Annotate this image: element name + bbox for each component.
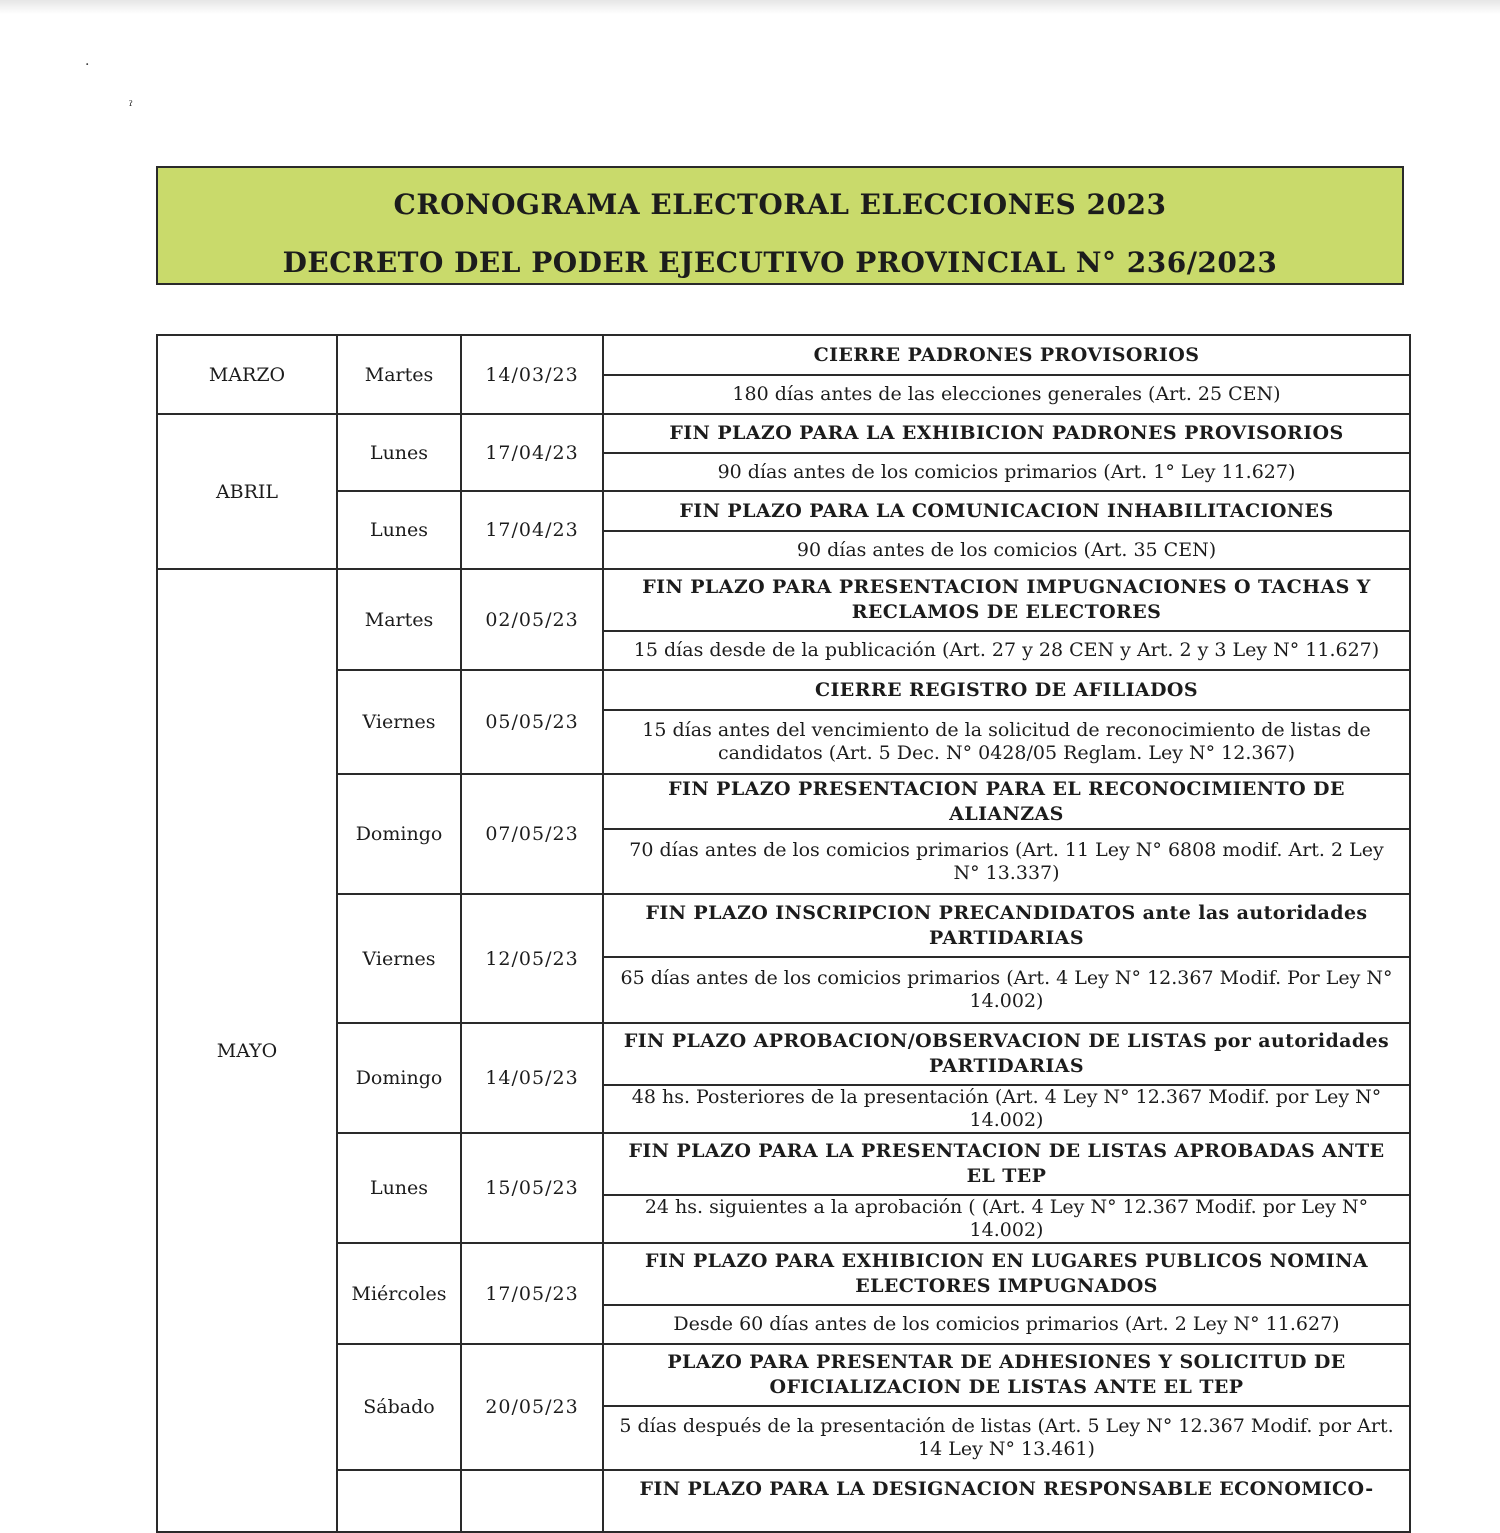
event-description: 90 días antes de los comicios (Art. 35 CEN) [603,531,1410,569]
table-row [157,335,1410,375]
event-title: PLAZO PARA PRESENTAR DE ADHESIONES Y SOLICITUD DE OFICIALIZACION DE LISTAS ANTE EL TEP [603,1344,1410,1406]
scan-speck: ˀ [129,99,133,115]
event-title: FIN PLAZO PARA LA PRESENTACION DE LISTAS APROBADAS ANTE EL TEP [603,1133,1410,1195]
day-cell: Lunes [337,491,461,569]
document-header [156,166,1404,285]
event-description: 70 días antes de los comicios primarios (Art. 11 Ley N° 6808 modif. Art. 2 Ley N° 13.337) [603,829,1410,894]
event-description: 65 días antes de los comicios primarios (Art. 4 Ley N° 12.367 Modif. Por Ley N° 14.002) [603,957,1410,1023]
day-cell: Lunes [337,1133,461,1243]
event-title: FIN PLAZO PARA EXHIBICION EN LUGARES PUBLICOS NOMINA ELECTORES IMPUGNADOS [603,1243,1410,1305]
date-cell: 15/05/23 [461,1133,603,1243]
date-cell: 20/05/23 [461,1344,603,1470]
date-cell [461,1470,603,1532]
day-cell: Miércoles [337,1243,461,1344]
event-title: FIN PLAZO PARA LA COMUNICACION INHABILITACIONES [603,491,1410,531]
date-cell: 17/05/23 [461,1243,603,1344]
date-cell: 17/04/23 [461,414,603,491]
day-cell: Viernes [337,670,461,774]
event-title: FIN PLAZO PRESENTACION PARA EL RECONOCIMIENTO DE ALIANZAS [603,774,1410,829]
event-description: 48 hs. Posteriores de la presentación (Art. 4 Ley N° 12.367 Modif. por Ley N° 14.002) [603,1085,1410,1133]
date-cell: 02/05/23 [461,569,603,670]
date-cell: 17/04/23 [461,491,603,569]
table-row [157,1243,1410,1305]
date-cell: 12/05/23 [461,894,603,1023]
day-cell: Martes [337,569,461,670]
table-row [157,569,1410,631]
date-cell: 14/03/23 [461,335,603,414]
event-title: CIERRE PADRONES PROVISORIOS [603,335,1410,375]
day-cell: Martes [337,335,461,414]
month-cell: MARZO [157,335,337,414]
month-cell: ABRIL [157,414,337,569]
scan-speck: · [85,57,90,73]
event-title: FIN PLAZO PARA PRESENTACION IMPUGNACIONES O TACHAS Y RECLAMOS DE ELECTORES [603,569,1410,631]
table-row [157,414,1410,453]
event-title: FIN PLAZO INSCRIPCION PRECANDIDATOS ante las autoridades PARTIDARIAS [603,894,1410,957]
event-title: FIN PLAZO PARA LA DESIGNACION RESPONSABLE ECONOMICO- [603,1470,1410,1532]
table-row [157,894,1410,957]
day-cell: Lunes [337,414,461,491]
decree-subtitle: DECRETO DEL PODER EJECUTIVO PROVINCIAL N° 236/2023 [282,246,1278,279]
event-description: 180 días antes de las elecciones generales (Art. 25 CEN) [603,375,1410,414]
scan-edge [0,0,1500,14]
table-row [157,1344,1410,1406]
event-description: 90 días antes de los comicios primarios (Art. 1° Ley 11.627) [603,453,1410,491]
document-title: CRONOGRAMA ELECTORAL ELECCIONES 2023 [393,188,1167,221]
event-title: FIN PLAZO PARA LA EXHIBICION PADRONES PROVISORIOS [603,414,1410,453]
date-cell: 14/05/23 [461,1023,603,1133]
schedule-table [156,334,1411,1533]
event-title: CIERRE REGISTRO DE AFILIADOS [603,670,1410,710]
table-row [157,1133,1410,1195]
day-cell [337,1470,461,1532]
event-title: FIN PLAZO APROBACION/OBSERVACION DE LISTAS por autoridades PARTIDARIAS [603,1023,1410,1085]
table-row [157,1023,1410,1085]
event-description: Desde 60 días antes de los comicios primarios (Art. 2 Ley N° 11.627) [603,1305,1410,1344]
event-description: 15 días antes del vencimiento de la solicitud de reconocimiento de listas de candidatos (Art. 5 Dec. N° 0428/05 Reglam. Ley N° 12.367) [603,710,1410,774]
event-description: 15 días desde de la publicación (Art. 27 y 28 CEN y Art. 2 y 3 Ley N° 11.627) [603,631,1410,670]
month-cell: MAYO [157,569,337,1532]
day-cell: Domingo [337,1023,461,1133]
table-row [157,491,1410,531]
day-cell: Domingo [337,774,461,894]
event-description: 24 hs. siguientes a la aprobación ( (Art. 4 Ley N° 12.367 Modif. por Ley N° 14.002) [603,1195,1410,1243]
table-row [157,670,1410,710]
table-row [157,774,1410,829]
day-cell: Viernes [337,894,461,1023]
date-cell: 05/05/23 [461,670,603,774]
day-cell: Sábado [337,1344,461,1470]
event-description: 5 días después de la presentación de listas (Art. 5 Ley N° 12.367 Modif. por Art. 14 Ley N° 13.461) [603,1406,1410,1470]
date-cell: 07/05/23 [461,774,603,894]
table-row [157,1470,1410,1532]
